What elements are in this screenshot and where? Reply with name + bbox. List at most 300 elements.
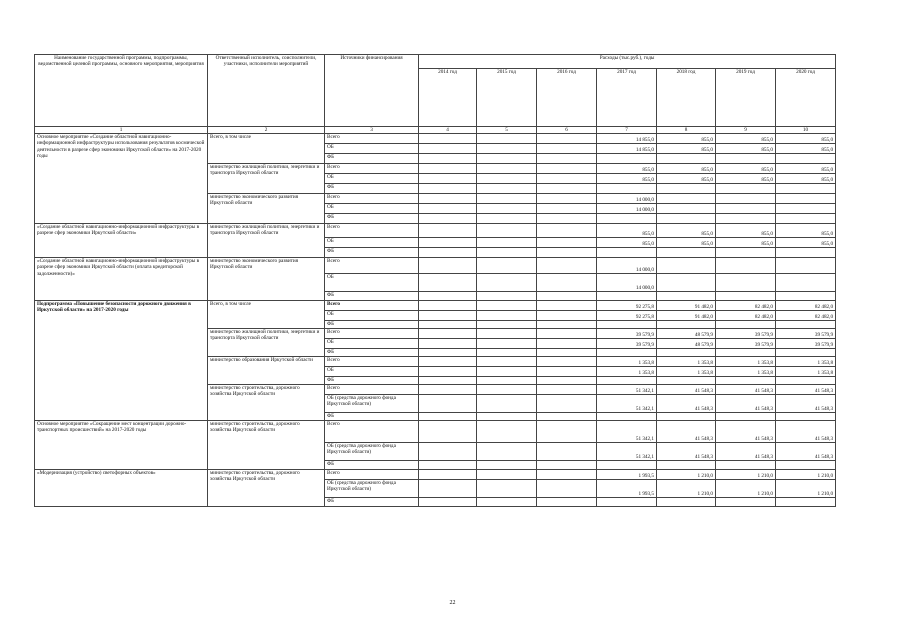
amount-cell [419,357,477,367]
amount-cell [657,248,716,258]
program-name: Подпрограмма «Повышение безопасности дорожного движения в Иркутской области» на 2017-2020 годы [35,301,208,421]
amount-cell: 1 353,8 [597,367,657,377]
amount-cell [537,443,597,461]
amount-cell: 1 353,8 [716,357,776,367]
amount-cell [657,154,716,164]
table-row [35,258,836,274]
executor-name: министерство образования Иркутской области [208,357,325,385]
amount-cell [477,461,537,470]
executor-name: министерство жилищной политики, энергетики и транспорта Иркутской области [208,224,325,258]
amount-cell [537,367,597,377]
amount-cell [537,461,597,470]
table-row [35,224,836,238]
amount-cell [537,224,597,238]
amount-cell [537,274,597,292]
amount-cell [477,174,537,184]
amount-cell [776,204,836,214]
amount-cell [477,258,537,274]
amount-cell [537,134,597,144]
amount-cell [419,144,477,154]
amount-cell: 39 579,9 [776,329,836,339]
amount-cell [419,292,477,301]
amount-cell: 855,0 [776,174,836,184]
executor-name: министерство строительства, дорожного хозяйства Иркутской области [208,421,325,470]
column-number: 5 [477,127,537,134]
column-number: 2 [208,127,325,134]
amount-cell [537,258,597,274]
amount-cell [597,248,657,258]
amount-cell: 1 353,8 [776,357,836,367]
funding-source: ФБ [325,248,419,258]
amount-cell [537,339,597,349]
amount-cell: 855,0 [716,238,776,248]
amount-cell [597,214,657,224]
amount-cell: 14 000,0 [597,258,657,274]
amount-cell [419,339,477,349]
amount-cell [477,329,537,339]
amount-cell [537,357,597,367]
amount-cell: 855,0 [716,144,776,154]
amount-cell [419,349,477,357]
budget-table-body [35,55,836,507]
amount-cell [537,154,597,164]
amount-cell: 14 000,0 [597,204,657,214]
amount-cell [477,301,537,311]
amount-cell: 855,0 [657,174,716,184]
amount-cell [477,349,537,357]
amount-cell [477,385,537,395]
amount-cell: 41 548,3 [657,385,716,395]
funding-source: ОБ (средства дорожного фонда Иркутской области) [325,395,419,413]
header-program-name: Наименование государственной программы, подпрограммы, ведомственной целевой программы, основного мероприятия, мероприятия [35,55,208,127]
executor-name: Всего, в том числе [208,134,325,164]
amount-cell [776,498,836,507]
column-number: 10 [776,127,836,134]
amount-cell [537,421,597,443]
amount-cell [477,214,537,224]
amount-cell [716,248,776,258]
amount-cell [597,349,657,357]
funding-source: Всего [325,164,419,174]
amount-cell: 855,0 [776,134,836,144]
amount-cell [597,321,657,329]
amount-cell [419,224,477,238]
executor-name: Всего, в том числе [208,301,325,329]
funding-source: Всего [325,357,419,367]
funding-source: Всего [325,134,419,144]
amount-cell [597,292,657,301]
amount-cell: 855,0 [716,164,776,174]
amount-cell [477,413,537,421]
amount-cell: 1 993,5 [597,480,657,498]
amount-cell: 1 210,0 [716,480,776,498]
funding-source: ФБ [325,214,419,224]
funding-source: Всего [325,258,419,274]
amount-cell: 51 342,1 [597,443,657,461]
column-number: 7 [597,127,657,134]
amount-cell [477,292,537,301]
page-number: 22 [449,600,456,606]
amount-cell [657,274,716,292]
executor-name: министерство строительства, дорожного хозяйства Иркутской области [208,385,325,421]
amount-cell [419,321,477,329]
amount-cell: 51 342,1 [597,421,657,443]
amount-cell [776,321,836,329]
amount-cell [477,421,537,443]
amount-cell [776,292,836,301]
amount-cell [537,321,597,329]
amount-cell [716,498,776,507]
amount-cell [716,349,776,357]
amount-cell: 855,0 [597,164,657,174]
amount-cell [537,144,597,154]
amount-cell [419,154,477,164]
funding-source: ФБ [325,292,419,301]
funding-source: ОБ (средства дорожного фонда Иркутской области) [325,443,419,461]
amount-cell [716,292,776,301]
amount-cell: 14 855,0 [597,144,657,154]
amount-cell [776,248,836,258]
funding-source: ОБ [325,339,419,349]
amount-cell [477,470,537,480]
table-row [35,134,836,144]
amount-cell: 39 579,9 [716,329,776,339]
amount-cell [597,377,657,385]
amount-cell [657,321,716,329]
amount-cell [537,413,597,421]
amount-cell: 855,0 [657,224,716,238]
budget-document-page [34,54,835,507]
amount-cell [657,204,716,214]
amount-cell: 855,0 [657,164,716,174]
funding-source: ФБ [325,321,419,329]
amount-cell [477,443,537,461]
amount-cell [477,184,537,194]
amount-cell [776,184,836,194]
amount-cell: 855,0 [597,224,657,238]
amount-cell [419,301,477,311]
amount-cell [716,184,776,194]
amount-cell [537,498,597,507]
amount-cell [419,413,477,421]
amount-cell: 41 548,3 [776,443,836,461]
amount-cell [776,349,836,357]
amount-cell: 1 353,8 [657,357,716,367]
amount-cell: 82 482,0 [776,301,836,311]
header-year: 2015 год [477,69,537,127]
funding-source: ФБ [325,154,419,164]
amount-cell [716,274,776,292]
amount-cell: 855,0 [716,224,776,238]
amount-cell [776,194,836,204]
amount-cell [477,224,537,238]
amount-cell: 41 548,3 [776,395,836,413]
funding-source: ФБ [325,413,419,421]
amount-cell: 41 548,3 [776,421,836,443]
amount-cell [477,498,537,507]
amount-cell: 855,0 [776,224,836,238]
amount-cell: 41 548,3 [716,395,776,413]
funding-source: ОБ [325,144,419,154]
amount-cell [716,214,776,224]
amount-cell [657,349,716,357]
amount-cell [537,470,597,480]
amount-cell [716,377,776,385]
amount-cell [477,164,537,174]
funding-source: Всего [325,385,419,395]
amount-cell: 48 579,9 [657,339,716,349]
amount-cell [716,413,776,421]
amount-cell [597,498,657,507]
amount-cell [477,134,537,144]
executor-name: министерство жилищной политики, энергетики и транспорта Иркутской области [208,164,325,194]
amount-cell [477,311,537,321]
budget-table [34,54,836,507]
amount-cell: 1 210,0 [776,470,836,480]
amount-cell [477,204,537,214]
amount-cell: 855,0 [657,144,716,154]
column-number-row [35,127,836,134]
amount-cell [477,357,537,367]
executor-name: министерство жилищной политики, энергетики и транспорта Иркутской области [208,329,325,357]
amount-cell: 92 275,8 [597,311,657,321]
header-year: 2014 год [419,69,477,127]
amount-cell: 41 548,3 [657,443,716,461]
amount-cell: 91 482,0 [657,311,716,321]
amount-cell: 855,0 [776,144,836,154]
amount-cell: 1 353,8 [657,367,716,377]
amount-cell [537,248,597,258]
program-name: «Создание областной навигационно-информационной инфраструктуры в разрезе сфер экономики Иркутской области» [35,224,208,258]
table-row [35,301,836,311]
amount-cell [419,385,477,395]
amount-cell [716,154,776,164]
amount-cell: 51 342,1 [597,385,657,395]
header-year: 2018 год [657,69,716,127]
amount-cell [537,301,597,311]
amount-cell: 92 275,8 [597,301,657,311]
amount-cell: 41 548,3 [716,443,776,461]
amount-cell [537,329,597,339]
funding-source: ФБ [325,377,419,385]
column-number: 4 [419,127,477,134]
amount-cell: 39 579,9 [597,329,657,339]
executor-name: министерство экономического развития Иркутской области [208,258,325,301]
amount-cell: 82 482,0 [716,311,776,321]
amount-cell [597,154,657,164]
amount-cell [537,480,597,498]
amount-cell [477,274,537,292]
header-row-top [35,55,836,69]
funding-source: ОБ [325,367,419,377]
funding-source: ФБ [325,184,419,194]
amount-cell: 855,0 [597,174,657,184]
header-expenses: Расходы (тыс.руб.), годы [419,55,836,69]
amount-cell: 41 548,3 [716,421,776,443]
amount-cell [537,385,597,395]
amount-cell [537,311,597,321]
amount-cell [419,258,477,274]
amount-cell [716,194,776,204]
amount-cell [477,367,537,377]
amount-cell [657,461,716,470]
amount-cell [419,184,477,194]
amount-cell: 14 855,0 [597,134,657,144]
amount-cell: 1 353,8 [716,367,776,377]
amount-cell: 855,0 [716,174,776,184]
funding-source: ФБ [325,461,419,470]
funding-source: Всего [325,301,419,311]
header-funding-source: Источники финансирования [325,55,419,127]
amount-cell [657,413,716,421]
amount-cell [776,258,836,274]
amount-cell [657,377,716,385]
amount-cell [537,292,597,301]
amount-cell: 1 210,0 [657,480,716,498]
program-name: Основное мероприятие «Сокращение мест концентрации дорожно-транспортных происшествий» на 2017-2020 годы [35,421,208,470]
amount-cell [419,470,477,480]
amount-cell [776,461,836,470]
amount-cell [597,461,657,470]
amount-cell [537,214,597,224]
column-number: 6 [537,127,597,134]
amount-cell [477,321,537,329]
amount-cell: 39 579,9 [776,339,836,349]
amount-cell: 14 000,0 [597,274,657,292]
amount-cell [776,377,836,385]
amount-cell [537,184,597,194]
amount-cell [597,413,657,421]
amount-cell [537,164,597,174]
amount-cell: 855,0 [776,164,836,174]
amount-cell: 82 482,0 [716,301,776,311]
amount-cell [776,214,836,224]
column-number: 8 [657,127,716,134]
amount-cell [716,258,776,274]
amount-cell [657,194,716,204]
header-year: 2020 год [776,69,836,127]
amount-cell [657,498,716,507]
amount-cell [477,339,537,349]
amount-cell [776,274,836,292]
amount-cell: 855,0 [597,238,657,248]
funding-source: Всего [325,224,419,238]
amount-cell [537,204,597,214]
amount-cell [419,377,477,385]
amount-cell [419,238,477,248]
amount-cell: 51 342,1 [597,395,657,413]
funding-source: ОБ [325,238,419,248]
program-name: «Модернизация (устройство) светофорных объектов» [35,470,208,507]
amount-cell: 39 579,9 [597,339,657,349]
header-year: 2019 год [716,69,776,127]
amount-cell: 41 548,3 [657,395,716,413]
amount-cell: 1 210,0 [657,470,716,480]
amount-cell [657,258,716,274]
header-year: 2016 год [537,69,597,127]
amount-cell [716,204,776,214]
table-row [35,421,836,443]
funding-source: ОБ [325,174,419,184]
amount-cell [419,480,477,498]
amount-cell [537,395,597,413]
amount-cell: 1 353,8 [597,357,657,367]
amount-cell: 855,0 [657,134,716,144]
header-executor: Ответственный исполнитель, соисполнители, участники, исполнители мероприятий [208,55,325,127]
amount-cell: 82 482,0 [776,311,836,321]
funding-source: Всего [325,194,419,204]
amount-cell [419,329,477,339]
amount-cell [419,204,477,214]
amount-cell: 48 579,9 [657,329,716,339]
table-row [35,470,836,480]
amount-cell [716,321,776,329]
amount-cell [477,194,537,204]
amount-cell: 1 353,8 [776,367,836,377]
amount-cell [537,194,597,204]
amount-cell: 1 210,0 [716,470,776,480]
amount-cell [477,248,537,258]
amount-cell [419,248,477,258]
header-year: 2017 год [597,69,657,127]
funding-source: Всего [325,329,419,339]
amount-cell [477,144,537,154]
amount-cell [657,292,716,301]
amount-cell [419,367,477,377]
amount-cell: 41 548,3 [716,385,776,395]
amount-cell [419,395,477,413]
amount-cell [419,311,477,321]
funding-source: Всего [325,421,419,443]
amount-cell [419,498,477,507]
column-number: 3 [325,127,419,134]
amount-cell: 41 548,3 [776,385,836,395]
amount-cell: 14 000,0 [597,194,657,204]
amount-cell: 855,0 [657,238,716,248]
amount-cell [477,480,537,498]
amount-cell: 855,0 [776,238,836,248]
amount-cell [477,238,537,248]
amount-cell [419,174,477,184]
amount-cell [537,174,597,184]
amount-cell [657,184,716,194]
amount-cell [537,377,597,385]
amount-cell [537,349,597,357]
amount-cell [419,421,477,443]
funding-source: ОБ [325,274,419,292]
program-name: Основное мероприятие «Создание областной навигационно-информационной инфраструктуры использования результатов космической деятельности в разрезе сфер экономики Иркутской области» на 2017-2020 годы [35,134,208,224]
amount-cell: 855,0 [716,134,776,144]
column-number: 1 [35,127,208,134]
amount-cell: 39 579,9 [716,339,776,349]
amount-cell: 41 548,3 [657,421,716,443]
funding-source: ФБ [325,349,419,357]
amount-cell [597,184,657,194]
amount-cell [716,461,776,470]
amount-cell [657,214,716,224]
column-number: 9 [716,127,776,134]
funding-source: ОБ [325,204,419,214]
funding-source: ОБ [325,311,419,321]
amount-cell: 1 993,5 [597,470,657,480]
amount-cell [419,134,477,144]
funding-source: ОБ (средства дорожного фонда Иркутской области) [325,480,419,498]
amount-cell [419,274,477,292]
amount-cell [419,164,477,174]
amount-cell: 91 482,0 [657,301,716,311]
amount-cell: 1 210,0 [776,480,836,498]
funding-source: ФБ [325,498,419,507]
